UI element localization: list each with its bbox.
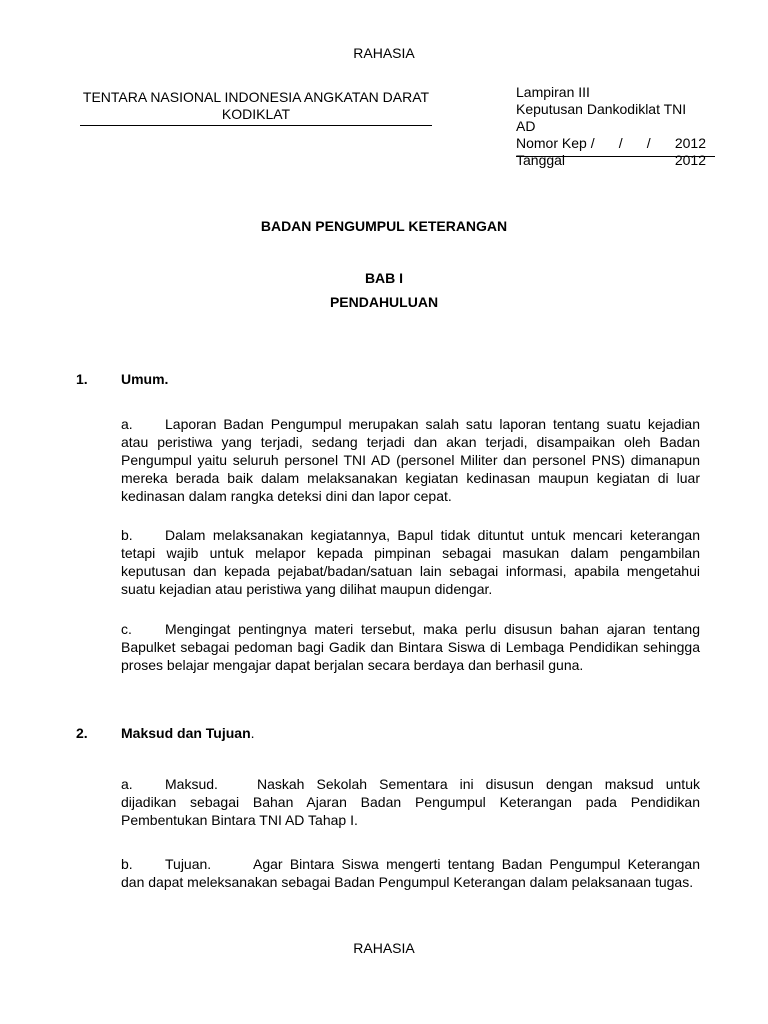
section-title: Maksud dan Tujuan [121,725,251,741]
paragraph [121,526,700,598]
paragraph-letter: a. [121,416,133,432]
paragraph-letter: c. [121,621,132,637]
attachment-label: Lampiran III [516,84,590,100]
classification-footer: RAHASIA [353,940,415,956]
chapter-number: BAB I [364,270,404,286]
paragraph-label: Tujuan. [165,856,212,872]
attachment-underline [516,156,715,157]
classification-header: RAHASIA [353,45,415,61]
org-name: TENTARA NASIONAL INDONESIA ANGKATAN DARAT [82,89,430,105]
chapter-title: PENDAHULUAN [329,294,439,310]
number-year: 2012 [674,135,706,151]
section-title-block [121,725,255,741]
number-slash: / [618,135,623,151]
paragraph-letter: b. [121,527,133,543]
paragraph-text: Mengingat pentingnya materi tersebut, maka perlu disusun bahan ajaran tentang Bapulket sebagai pedoman bagi Gadik dan Bintara Siswa di Lembaga Pendidikan sehingga proses belajar mengajar dapat berjalan secara berdaya dan berhasil guna. [121,621,700,673]
section-title-suffix: . [250,725,255,741]
paragraph-letter: b. [121,856,133,872]
document-title: BADAN PENGUMPUL KETERANGAN [260,218,508,234]
paragraph-text: Naskah Sekolah Sementara ini disusun dengan maksud untuk dijadikan sebagai Bahan Ajaran Badan Pengumpul Keterangan pada Pendidikan Pembentukan Bintara TNI AD Tahap I. [121,776,700,828]
section-number: 2. [76,725,88,741]
paragraph-text: Dalam melaksanakan kegiatannya, Bapul tidak dituntut untuk mencari keterangan tetapi wajib untuk melapor kepada pimpinan sebagai masukan dalam pengambilan keputusan dan kepada pejabat/badan/satuan lain sebagai informasi, apabila mengetahui suatu kejadian atau peristiwa yang dilihat maupun didengar. [121,527,700,597]
paragraph [121,620,700,674]
org-unit: KODIKLAT [221,106,291,122]
date-label: Tanggal [516,152,566,168]
paragraph [121,415,700,505]
paragraph [121,775,700,829]
organization-block [80,89,432,123]
date-year: 2012 [674,152,706,168]
paragraph-letter: a. [121,776,133,792]
paragraph-label: Maksud. [165,776,218,792]
number-label: Nomor Kep / [516,135,595,151]
org-underline [80,125,432,126]
section-number: 1. [76,371,88,387]
decision-date [516,152,706,169]
paragraph [121,855,700,891]
decision-label: Keputusan Dankodiklat TNI AD [516,101,687,134]
paragraph-text: Agar Bintara Siswa mengerti tentang Badan Pengumpul Keterangan dan dapat meleksanakan sebagai Badan Pengumpul Keterangan dalam pelaksanaan tugas. [121,856,700,890]
number-slash: / [646,135,651,151]
section-title: Umum. [121,371,169,387]
paragraph-text: Laporan Badan Pengumpul merupakan salah satu laporan tentang suatu kejadian atau peristiwa yang terjadi, sedang terjadi dan akan terjadi, disampaikan oleh Badan Pengumpul yaitu seluruh personel TNI AD (personel Militer dan personel PNS) dimanapun mereka berada baik dalam melaksanakan kegiatan kedinasan maupun kegiatan di luar kedinasan dalam rangka deteksi dini dan lapor cepat. [121,416,700,504]
decision-number [516,135,706,152]
